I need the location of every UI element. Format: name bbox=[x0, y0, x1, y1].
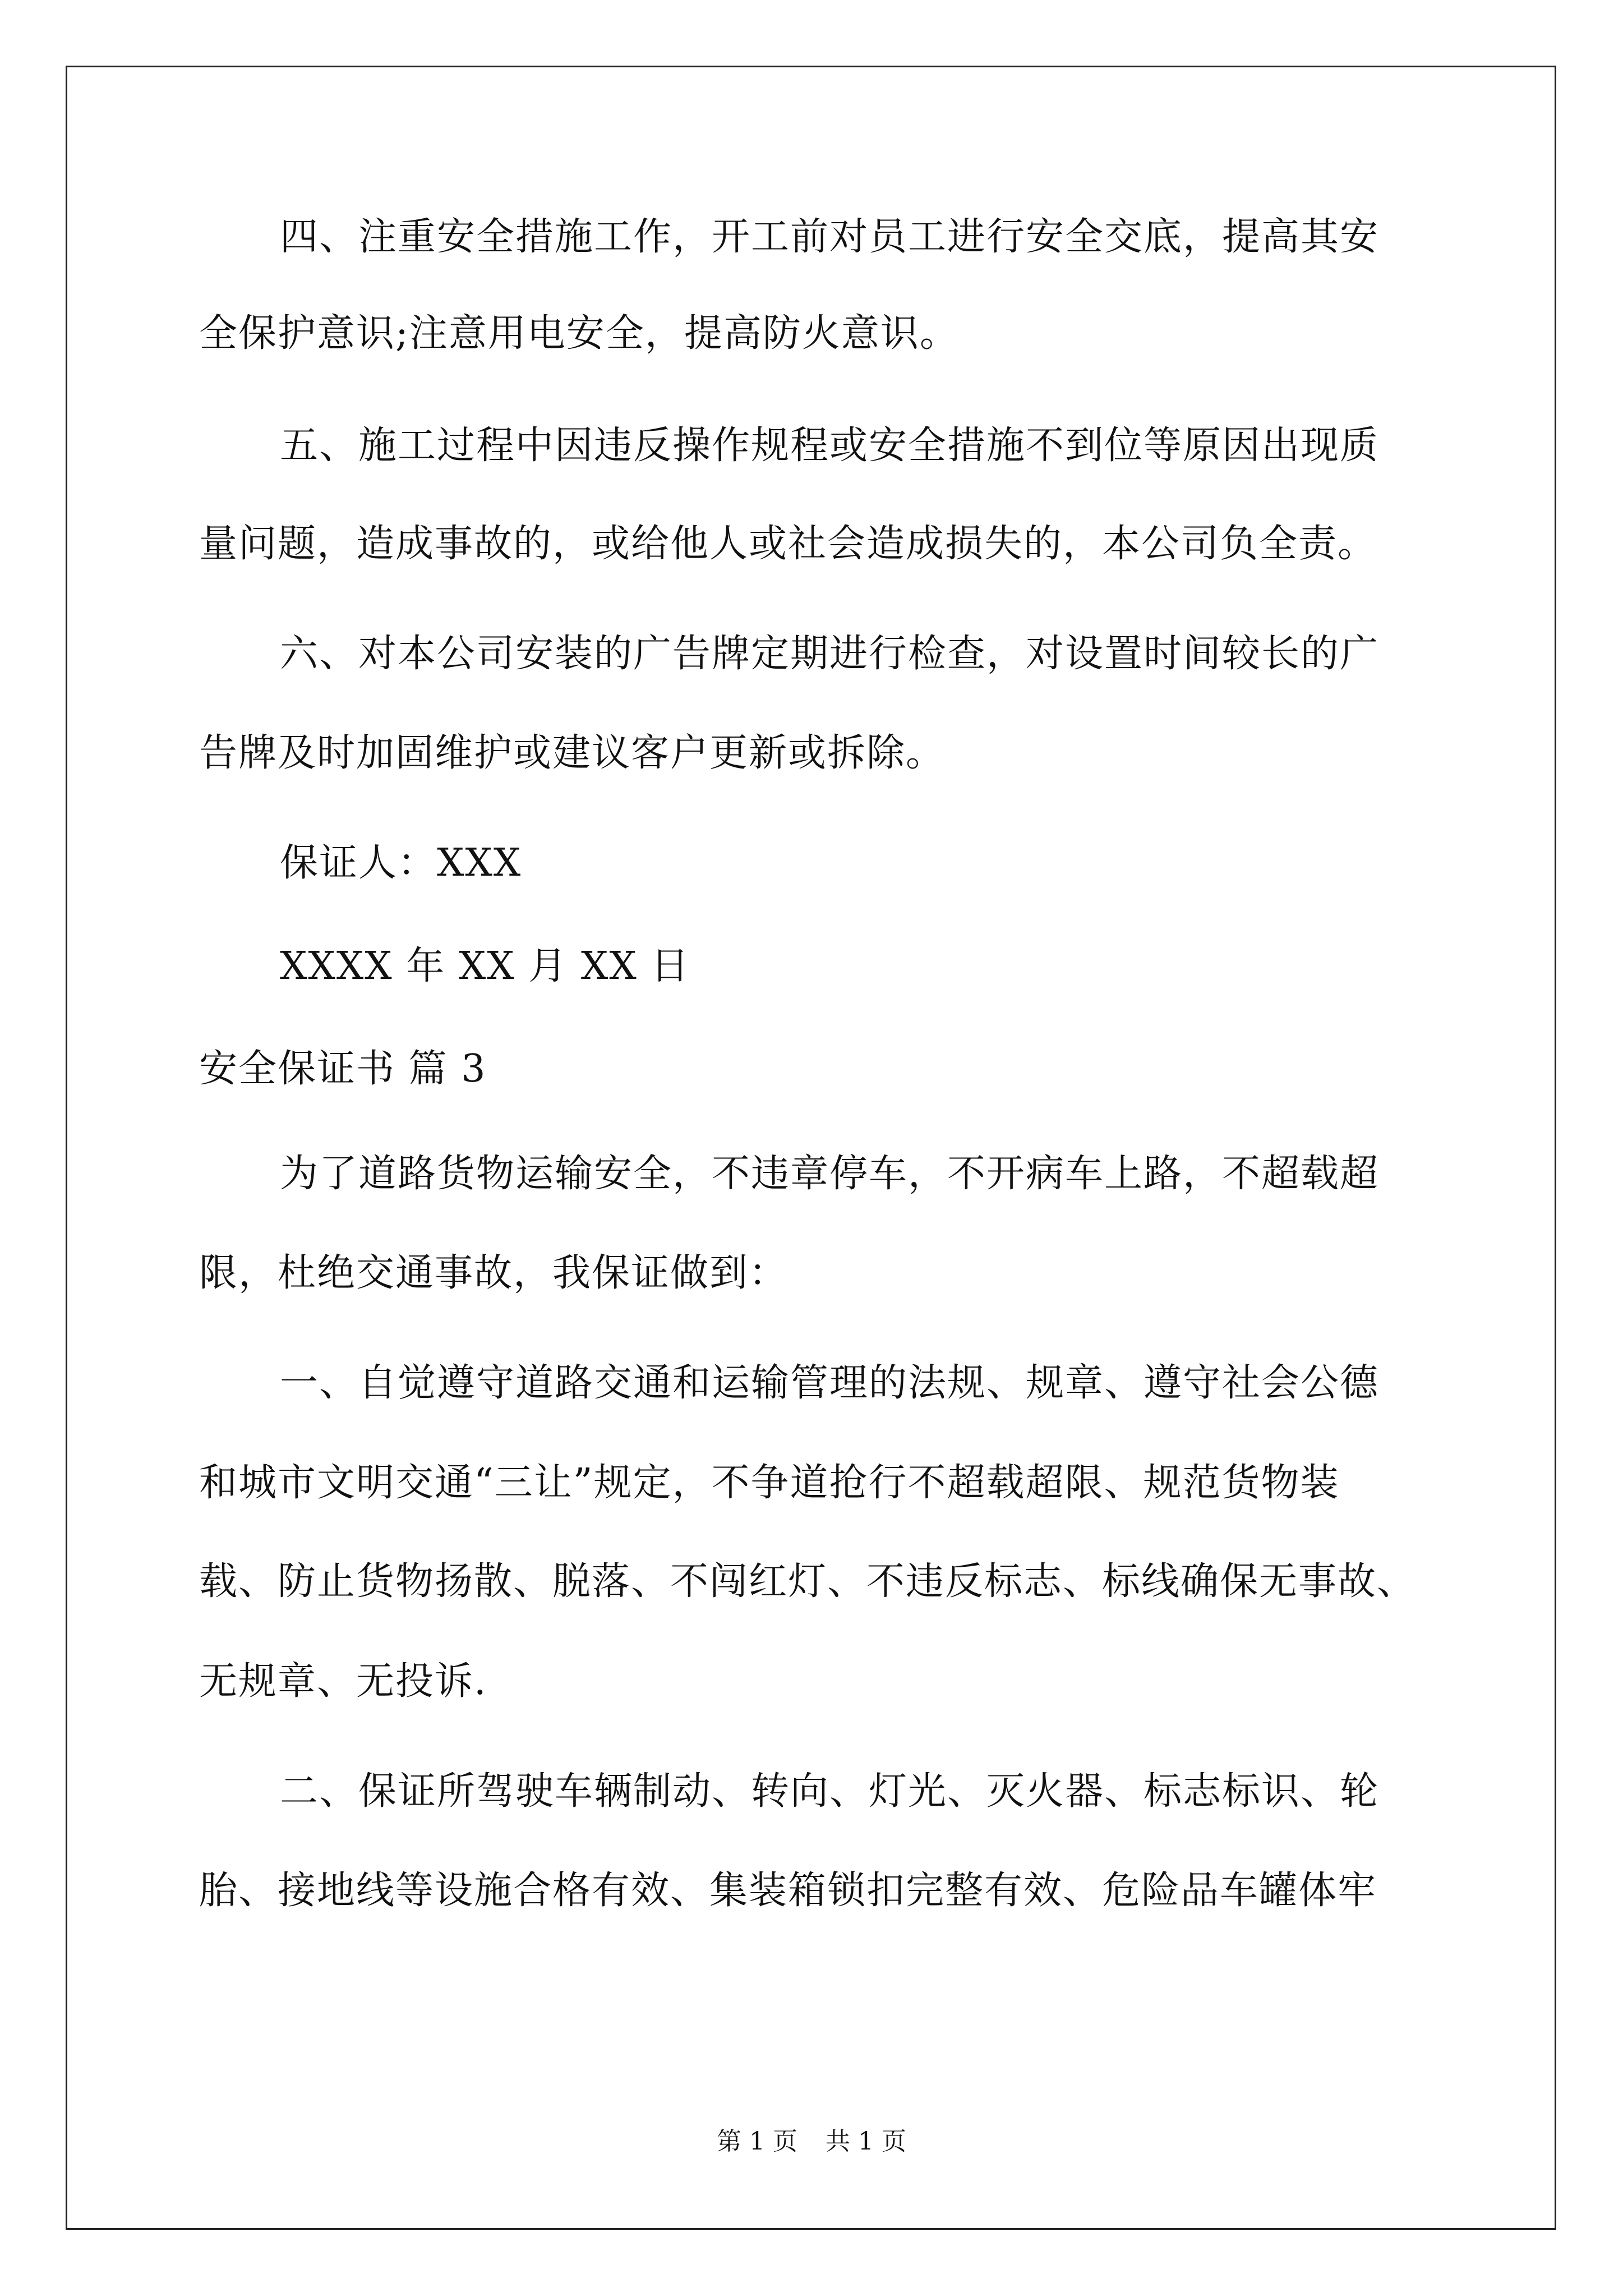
page-footer bbox=[0, 2126, 1623, 2157]
paragraph-line: 为了道路货物运输安全，不违章停车，不开病车上路，不超载超 bbox=[280, 1152, 1380, 1196]
page-total: 共 1 页 bbox=[826, 2127, 906, 2156]
paragraph-line: 载、防止货物扬散、脱落、不闯红灯、不违反标志、标线确保无事故、 bbox=[199, 1559, 1417, 1604]
paragraph-line: 一、自觉遵守道路交通和运输管理的法规、规章、遵守社会公德 bbox=[280, 1361, 1380, 1405]
paragraph-line: 四、注重安全措施工作，开工前对员工进行安全交底，提高其安 bbox=[280, 215, 1380, 259]
paragraph-line: 全保护意识;注意用电安全，提高防火意识。 bbox=[199, 311, 959, 356]
page-number: 第 1 页 bbox=[717, 2127, 797, 2156]
section-heading: 安全保证书 篇 3 bbox=[199, 1047, 487, 1091]
paragraph-line: 限，杜绝交通事故，我保证做到： bbox=[199, 1251, 789, 1295]
paragraph-line: 二、保证所驾驶车辆制动、转向、灯光、灭火器、标志标识、轮 bbox=[280, 1769, 1380, 1814]
paragraph-line: 告牌及时加固维护或建议客户更新或拆除。 bbox=[199, 731, 946, 775]
paragraph-line: 六、对本公司安装的广告牌定期进行检查，对设置时间较长的广 bbox=[280, 632, 1380, 676]
paragraph-line: 和城市文明交通“三让”规定，不争道抢行不超载超限、规范货物装 bbox=[199, 1461, 1340, 1505]
paragraph-line: 量问题，造成事故的，或给他人或社会造成损失的，本公司负全责。 bbox=[199, 522, 1377, 566]
paragraph-line: 胎、接地线等设施合格有效、集装箱锁扣完整有效、危险品车罐体牢 bbox=[199, 1869, 1377, 1913]
signer-line: 保证人：XXX bbox=[280, 841, 522, 885]
paragraph-line: 五、施工过程中因违反操作规程或安全措施不到位等原因出现质 bbox=[280, 424, 1380, 468]
date-line: XXXX 年 XX 月 XX 日 bbox=[280, 944, 690, 988]
paragraph-line: 无规章、无投诉. bbox=[199, 1659, 487, 1704]
